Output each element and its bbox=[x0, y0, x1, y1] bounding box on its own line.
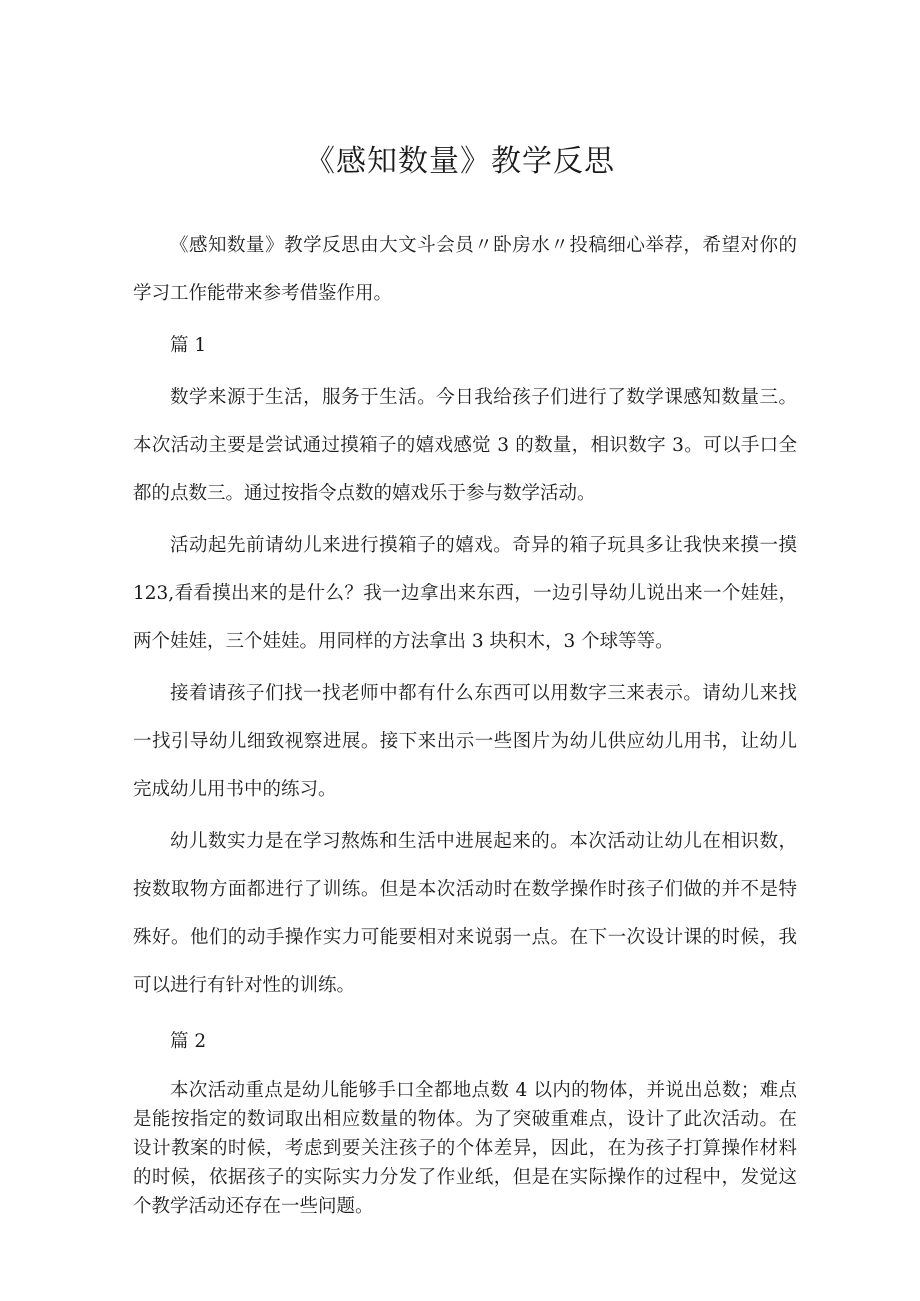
section-1-paragraph-3: 接着请孩子们找一找老师中都有什么东西可以用数字三来表示。请幼儿来找一找引导幼儿细致视察进展。接下来出示一些图片为幼儿供应幼儿用书，让幼儿完成幼儿用书中的练习。 bbox=[133, 683, 797, 800]
section-2-heading: 篇 2 bbox=[170, 1031, 207, 1052]
intro-paragraph: 《感知数量》教学反思由大文斗会员〃卧房水〃投稿细心举荐，希望对你的学习工作能带来参考借鉴作用。 bbox=[133, 235, 797, 304]
section-2-paragraph-1: 本次活动重点是幼儿能够手口全都地点数 4 以内的物体，并说出总数；难点是能按指定的数词取出相应数量的物体。为了突破重难点，设计了此次活动。在设计教案的时候，考虑到要关注孩子的个体差异，因此，在为孩子打算操作材料的时候，依据孩子的实际实力分发了作业纸，但是在实际操作的过程中，发觉这个教学活动还存在一些问题。 bbox=[133, 1080, 797, 1217]
section-1-paragraph-2: 活动起先前请幼儿来进行摸箱子的嬉戏。奇异的箱子玩具多让我快来摸一摸 123,看看摸出来的是什么？我一边拿出来东西，一边引导幼儿说出来一个娃娃，两个娃娃，三个娃娃。用同样的方法拿出 3 块积木，3 个球等等。 bbox=[133, 535, 797, 652]
document-title: 《感知数量》教学反思 bbox=[305, 144, 615, 179]
document-body bbox=[133, 222, 797, 1221]
section-1-paragraph-4: 幼儿数实力是在学习熬炼和生活中进展起来的。本次活动让幼儿在相识数，按数取物方面都进行了训练。但是本次活动时在数学操作时孩子们做的并不是特殊好。他们的动手操作实力可能要相对来说弱一点。在下一次设计课的时候，我可以进行有针对性的训练。 bbox=[133, 831, 797, 996]
section-1-heading: 篇 1 bbox=[170, 335, 207, 356]
section-1-paragraph-1: 数学来源于生活，服务于生活。今日我给孩子们进行了数学课感知数量三。本次活动主要是尝试通过摸箱子的嬉戏感觉 3 的数量，相识数字 3。可以手口全都的点数三。通过按指令点数的嬉戏乐于参与数学活动。 bbox=[133, 387, 797, 504]
